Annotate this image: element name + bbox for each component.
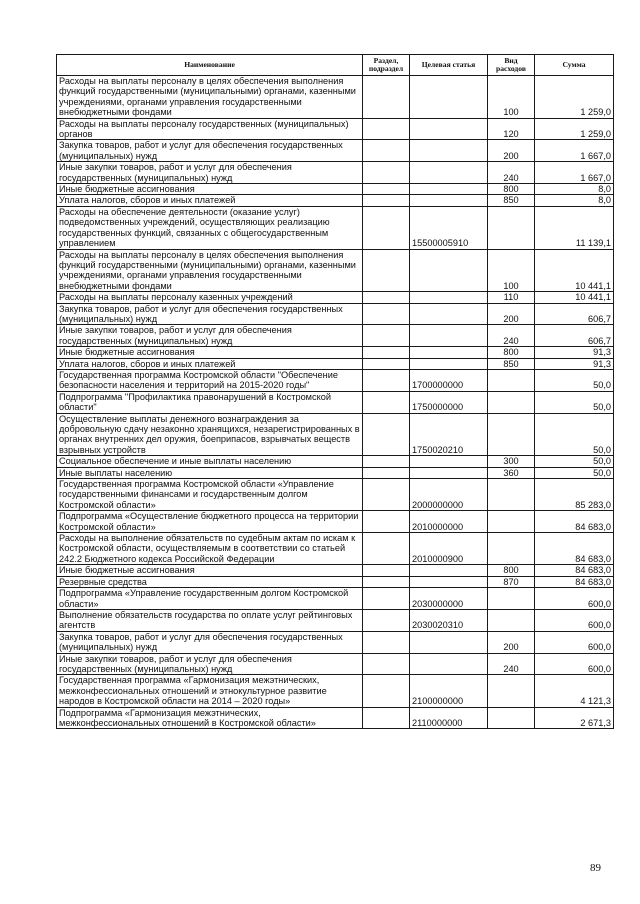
cell-sum: 91,3 xyxy=(535,347,614,358)
cell-sum: 8,0 xyxy=(535,184,614,195)
cell-expense-kind: 800 xyxy=(488,565,535,576)
cell-name: Расходы на выплаты персоналу казенных учреждений xyxy=(57,292,363,303)
cell-target-article: 1750000000 xyxy=(410,391,488,413)
cell-target-article xyxy=(410,195,488,206)
cell-section xyxy=(363,707,410,729)
table-row xyxy=(57,707,614,729)
cell-expense-kind: 200 xyxy=(488,303,535,325)
cell-name: Осуществление выплаты денежного вознаграждения за добровольную сдачу незаконно хранящихся, незарегистрированных в органах внутренних дел оружия, боеприпасов, взрывчатых веществ взрывных устройств xyxy=(57,413,363,456)
cell-name: Расходы на обеспечение деятельности (оказание услуг) подведомственных учреждений, осуществляющих реализацию государственных функций, связанных с общегосударственным управлением xyxy=(57,206,363,249)
cell-expense-kind: 240 xyxy=(488,653,535,675)
table-row xyxy=(57,206,614,249)
cell-target-article xyxy=(410,565,488,576)
cell-sum: 85 283,0 xyxy=(535,479,614,511)
cell-sum: 50,0 xyxy=(535,456,614,467)
cell-sum: 4 121,3 xyxy=(535,675,614,707)
cell-name: Расходы на выплаты персоналу в целях обеспечения выполнения функций государственными (муниципальными) органами, казенными учреждениями, органами управления государственными внебюджетными фондами xyxy=(57,249,363,292)
cell-target-article: 2030020310 xyxy=(410,609,488,631)
cell-name: Расходы на выплаты персоналу государственных (муниципальных) органов xyxy=(57,118,363,140)
cell-target-article xyxy=(410,76,488,119)
cell-name: Иные выплаты населению xyxy=(57,467,363,478)
cell-sum: 2 671,3 xyxy=(535,707,614,729)
cell-section xyxy=(363,358,410,369)
cell-sum: 84 683,0 xyxy=(535,511,614,533)
cell-expense-kind: 870 xyxy=(488,576,535,587)
cell-name: Расходы на выплаты персоналу в целях обеспечения выполнения функций государственными (муниципальными) органами, казенными учреждениями, органами управления государственными внебюджетными фондами xyxy=(57,76,363,119)
cell-target-article xyxy=(410,456,488,467)
cell-name: Иные закупки товаров, работ и услуг для обеспечения государственных (муниципальных) нужд xyxy=(57,162,363,184)
table-row xyxy=(57,184,614,195)
cell-sum: 606,7 xyxy=(535,303,614,325)
cell-sum: 50,0 xyxy=(535,467,614,478)
cell-expense-kind: 110 xyxy=(488,292,535,303)
cell-target-article: 1700000000 xyxy=(410,369,488,391)
cell-target-article: 2110000000 xyxy=(410,707,488,729)
cell-name: Государственная программа Костромской области «Управление государственными финансами и государственным долгом Костромской области» xyxy=(57,479,363,511)
cell-target-article xyxy=(410,162,488,184)
cell-name: Закупка товаров, работ и услуг для обеспечения государственных (муниципальных) нужд xyxy=(57,631,363,653)
cell-target-article xyxy=(410,653,488,675)
cell-expense-kind xyxy=(488,391,535,413)
cell-name: Иные бюджетные ассигнования xyxy=(57,565,363,576)
header-sum: Сумма xyxy=(535,55,614,76)
cell-section xyxy=(363,369,410,391)
cell-expense-kind: 120 xyxy=(488,118,535,140)
cell-name: Закупка товаров, работ и услуг для обеспечения государственных (муниципальных) нужд xyxy=(57,303,363,325)
cell-name: Уплата налогов, сборов и иных платежей xyxy=(57,358,363,369)
cell-sum: 84 683,0 xyxy=(535,576,614,587)
cell-expense-kind: 360 xyxy=(488,467,535,478)
table-row xyxy=(57,413,614,456)
cell-section xyxy=(363,511,410,533)
cell-sum: 8,0 xyxy=(535,195,614,206)
cell-section xyxy=(363,292,410,303)
header-kind: Вид расходов xyxy=(488,55,535,76)
table-header-row xyxy=(57,55,614,76)
cell-sum: 606,7 xyxy=(535,325,614,347)
table-row xyxy=(57,347,614,358)
cell-sum: 600,0 xyxy=(535,609,614,631)
cell-target-article: 1750020210 xyxy=(410,413,488,456)
cell-target-article xyxy=(410,303,488,325)
cell-section xyxy=(363,206,410,249)
cell-target-article xyxy=(410,631,488,653)
table-row xyxy=(57,609,614,631)
table-row xyxy=(57,140,614,162)
cell-sum: 10 441,1 xyxy=(535,249,614,292)
cell-sum: 50,0 xyxy=(535,391,614,413)
cell-section xyxy=(363,195,410,206)
cell-section xyxy=(363,76,410,119)
cell-expense-kind: 100 xyxy=(488,76,535,119)
cell-name: Иные бюджетные ассигнования xyxy=(57,347,363,358)
cell-section xyxy=(363,325,410,347)
cell-expense-kind xyxy=(488,413,535,456)
table-row xyxy=(57,76,614,119)
cell-section xyxy=(363,588,410,610)
table-row xyxy=(57,369,614,391)
header-name: Наименование xyxy=(57,55,363,76)
cell-target-article: 2100000000 xyxy=(410,675,488,707)
cell-target-article xyxy=(410,292,488,303)
cell-section xyxy=(363,653,410,675)
cell-sum: 50,0 xyxy=(535,413,614,456)
cell-section xyxy=(363,184,410,195)
cell-expense-kind: 800 xyxy=(488,184,535,195)
cell-target-article xyxy=(410,184,488,195)
budget-table xyxy=(56,54,614,729)
cell-sum: 600,0 xyxy=(535,588,614,610)
cell-sum: 600,0 xyxy=(535,653,614,675)
cell-sum: 1 259,0 xyxy=(535,76,614,119)
table-row xyxy=(57,565,614,576)
cell-name: Расходы на выполнение обязательств по судебным актам по искам к Костромской области, осуществляемым в соответствии со статьей 242.2 Бюджетного кодекса Российской Федерации xyxy=(57,533,363,565)
cell-target-article: 2010000000 xyxy=(410,511,488,533)
cell-name: Государственная программа «Гармонизация межэтнических, межконфессиональных отношений и этнокультурное развитие народов в Костромской области на 2014 – 2020 годы» xyxy=(57,675,363,707)
cell-expense-kind xyxy=(488,588,535,610)
cell-name: Резервные средства xyxy=(57,576,363,587)
table-row xyxy=(57,675,614,707)
cell-target-article xyxy=(410,325,488,347)
cell-sum: 11 139,1 xyxy=(535,206,614,249)
cell-name: Подпрограмма «Осуществление бюджетного процесса на территории Костромской области» xyxy=(57,511,363,533)
cell-expense-kind xyxy=(488,511,535,533)
cell-expense-kind: 100 xyxy=(488,249,535,292)
cell-section xyxy=(363,456,410,467)
cell-name: Социальное обеспечение и иные выплаты населению xyxy=(57,456,363,467)
cell-expense-kind: 200 xyxy=(488,631,535,653)
table-row xyxy=(57,479,614,511)
table-row xyxy=(57,533,614,565)
cell-sum: 50,0 xyxy=(535,369,614,391)
table-row xyxy=(57,653,614,675)
cell-sum: 91,3 xyxy=(535,358,614,369)
table-row xyxy=(57,576,614,587)
cell-target-article: 2010000900 xyxy=(410,533,488,565)
table-row xyxy=(57,162,614,184)
table-row xyxy=(57,588,614,610)
cell-target-article xyxy=(410,358,488,369)
cell-name: Государственная программа Костромской области "Обеспечение безопасности населения и территорий на 2015-2020 годы" xyxy=(57,369,363,391)
cell-expense-kind: 800 xyxy=(488,347,535,358)
cell-expense-kind: 240 xyxy=(488,325,535,347)
cell-name: Иные бюджетные ассигнования xyxy=(57,184,363,195)
cell-sum: 1 667,0 xyxy=(535,140,614,162)
cell-expense-kind: 850 xyxy=(488,358,535,369)
cell-section xyxy=(363,118,410,140)
cell-target-article xyxy=(410,576,488,587)
cell-expense-kind xyxy=(488,479,535,511)
cell-target-article: 2000000000 xyxy=(410,479,488,511)
cell-target-article xyxy=(410,249,488,292)
cell-name: Подпрограмма «Гармонизация межэтнических, межконфессиональных отношений в Костромской области» xyxy=(57,707,363,729)
cell-expense-kind: 240 xyxy=(488,162,535,184)
table-row xyxy=(57,118,614,140)
cell-target-article xyxy=(410,467,488,478)
table-row xyxy=(57,456,614,467)
table-row xyxy=(57,391,614,413)
cell-target-article xyxy=(410,347,488,358)
cell-expense-kind xyxy=(488,206,535,249)
cell-section xyxy=(363,533,410,565)
cell-sum: 1 259,0 xyxy=(535,118,614,140)
cell-name: Выполнение обязательств государства по оплате услуг рейтинговых агентств xyxy=(57,609,363,631)
page-number: 89 xyxy=(590,862,601,874)
cell-section xyxy=(363,675,410,707)
cell-expense-kind: 300 xyxy=(488,456,535,467)
cell-section xyxy=(363,303,410,325)
cell-sum: 10 441,1 xyxy=(535,292,614,303)
cell-name: Подпрограмма «Управление государственным долгом Костромской области» xyxy=(57,588,363,610)
cell-name: Уплата налогов, сборов и иных платежей xyxy=(57,195,363,206)
cell-section xyxy=(363,347,410,358)
cell-sum: 1 667,0 xyxy=(535,162,614,184)
table-row xyxy=(57,631,614,653)
cell-target-article xyxy=(410,118,488,140)
cell-name: Иные закупки товаров, работ и услуг для обеспечения государственных (муниципальных) нужд xyxy=(57,653,363,675)
table-row xyxy=(57,195,614,206)
cell-section xyxy=(363,413,410,456)
table-body xyxy=(57,76,614,729)
cell-sum: 84 683,0 xyxy=(535,533,614,565)
cell-section xyxy=(363,631,410,653)
cell-section xyxy=(363,576,410,587)
cell-name: Подпрограмма "Профилактика правонарушений в Костромской области" xyxy=(57,391,363,413)
cell-name: Иные закупки товаров, работ и услуг для обеспечения государственных (муниципальных) нужд xyxy=(57,325,363,347)
cell-section xyxy=(363,140,410,162)
cell-expense-kind: 850 xyxy=(488,195,535,206)
cell-section xyxy=(363,609,410,631)
table-row xyxy=(57,292,614,303)
cell-expense-kind xyxy=(488,707,535,729)
table-row xyxy=(57,325,614,347)
header-target: Целевая статья xyxy=(410,55,488,76)
cell-expense-kind xyxy=(488,533,535,565)
table-row xyxy=(57,511,614,533)
cell-section xyxy=(363,479,410,511)
cell-section xyxy=(363,467,410,478)
cell-sum: 84 683,0 xyxy=(535,565,614,576)
cell-sum: 600,0 xyxy=(535,631,614,653)
cell-target-article: 15500005910 xyxy=(410,206,488,249)
cell-section xyxy=(363,391,410,413)
cell-section xyxy=(363,249,410,292)
cell-target-article xyxy=(410,140,488,162)
table-row xyxy=(57,303,614,325)
cell-section xyxy=(363,162,410,184)
table-row xyxy=(57,249,614,292)
cell-target-article: 2030000000 xyxy=(410,588,488,610)
cell-expense-kind xyxy=(488,675,535,707)
cell-expense-kind xyxy=(488,369,535,391)
cell-expense-kind: 200 xyxy=(488,140,535,162)
cell-section xyxy=(363,565,410,576)
table-row xyxy=(57,467,614,478)
header-section: Раздел, подраздел xyxy=(363,55,410,76)
cell-name: Закупка товаров, работ и услуг для обеспечения государственных (муниципальных) нужд xyxy=(57,140,363,162)
cell-expense-kind xyxy=(488,609,535,631)
table-row xyxy=(57,358,614,369)
